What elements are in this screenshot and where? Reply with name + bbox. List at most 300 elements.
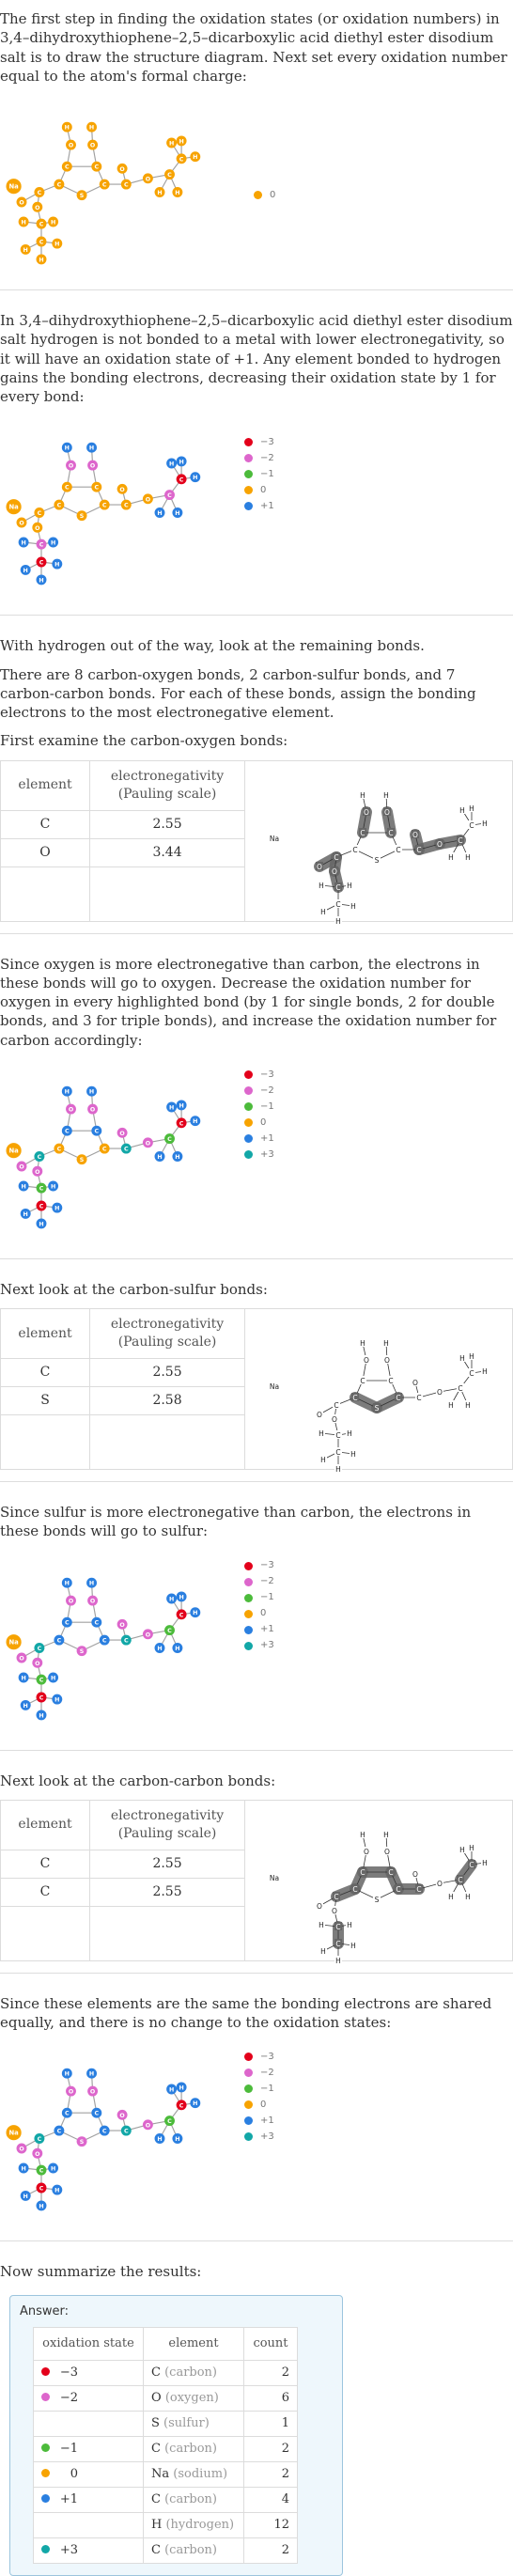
atom-label: O bbox=[19, 2147, 24, 2153]
atom-label: H bbox=[469, 1352, 474, 1361]
cell-oxidation-state bbox=[34, 2538, 144, 2564]
atom-label: C bbox=[167, 172, 172, 179]
atom-label: H bbox=[169, 2087, 174, 2094]
element-name: (hydrogen) bbox=[165, 2518, 234, 2532]
atom-label: H bbox=[193, 1610, 197, 1616]
legend-label: +3 bbox=[260, 2131, 274, 2144]
atom-label: H bbox=[335, 917, 341, 926]
atom-label: O bbox=[412, 1379, 418, 1387]
cell-oxidation-state bbox=[34, 2412, 144, 2437]
atom-label: C bbox=[65, 2111, 70, 2117]
atom-label: O bbox=[19, 1655, 24, 1662]
atom-label: H bbox=[169, 1104, 174, 1111]
atom-label: C bbox=[396, 1885, 400, 1894]
atom-label: C bbox=[167, 1136, 172, 1143]
atom-label: C bbox=[65, 1128, 70, 1134]
element-symbol: Na bbox=[151, 2467, 169, 2481]
atom-label: S bbox=[80, 193, 85, 199]
cell-oxidation-state bbox=[34, 2488, 144, 2513]
atom-label: H bbox=[23, 1702, 28, 1709]
state-dot-icon bbox=[41, 2393, 50, 2401]
legend-dot-icon bbox=[244, 1118, 253, 1127]
atom-label: H bbox=[360, 1831, 365, 1839]
legend-label: +1 bbox=[260, 1623, 274, 1636]
state-value: −1 bbox=[57, 2441, 78, 2458]
highlight-molecule bbox=[270, 1338, 489, 1474]
atom-label: H bbox=[335, 1957, 341, 1965]
legend-dot-icon bbox=[244, 2116, 253, 2125]
atom-label: H bbox=[157, 190, 162, 196]
atom-label: H bbox=[193, 154, 197, 161]
summary-table bbox=[33, 2327, 298, 2564]
state-value: +1 bbox=[57, 2491, 78, 2508]
cell-value: 2.55 bbox=[90, 810, 245, 838]
atom-label: C bbox=[102, 1146, 107, 1152]
atom-label: H bbox=[157, 2136, 162, 2143]
atom-label: O bbox=[384, 1848, 390, 1856]
atom-label: O bbox=[384, 1356, 390, 1365]
atom-label: H bbox=[169, 1596, 174, 1602]
atom-label: H bbox=[193, 1118, 197, 1125]
cell-oxidation-state bbox=[34, 2361, 144, 2386]
atom-label: C bbox=[334, 1893, 338, 1901]
atom-label: C bbox=[469, 1861, 474, 1869]
cell-element: O bbox=[1, 838, 90, 866]
legend-item bbox=[244, 1638, 274, 1654]
table-row bbox=[34, 2361, 298, 2386]
legend-item bbox=[244, 2065, 274, 2081]
atom-label: S bbox=[375, 1896, 380, 1904]
cell-blank bbox=[1, 1906, 90, 1960]
legend-item bbox=[244, 1147, 274, 1163]
atom-label: H bbox=[482, 1367, 488, 1376]
state-dot-icon bbox=[41, 2469, 50, 2477]
atom-label: C bbox=[335, 1923, 340, 1931]
atom-label: O bbox=[146, 1631, 151, 1638]
state-dot-icon bbox=[41, 2545, 50, 2553]
atom-label: C bbox=[57, 182, 62, 189]
legend-item bbox=[254, 187, 275, 203]
atom-label: C bbox=[335, 1940, 340, 1948]
atom-label: O bbox=[119, 166, 125, 173]
step-text: Since these elements are the same the bonding electrons are shared equally, and there is no change to the oxidation states: bbox=[0, 1994, 513, 2033]
highlight-svg bbox=[246, 1817, 511, 1939]
atom-label: H bbox=[319, 882, 324, 890]
legend-label: −3 bbox=[260, 1069, 274, 1082]
header-element: element bbox=[1, 760, 90, 810]
table-row bbox=[34, 2437, 298, 2462]
legend-dot-icon bbox=[244, 2100, 253, 2109]
atom-label: O bbox=[35, 525, 40, 532]
atom-label: C bbox=[94, 485, 99, 492]
atom-label: O bbox=[90, 463, 96, 470]
atom-label: H bbox=[469, 804, 474, 813]
legend-dot-icon bbox=[244, 502, 253, 510]
atom-label: O bbox=[35, 1169, 40, 1176]
legend-item bbox=[244, 1590, 274, 1606]
atom-label: O bbox=[90, 1598, 96, 1604]
atom-label: C bbox=[124, 182, 129, 189]
atom-label: H bbox=[89, 445, 94, 452]
atom-label: C bbox=[179, 2103, 184, 2110]
atom-label: H bbox=[39, 1221, 43, 1227]
atom-label: H bbox=[350, 1450, 356, 1459]
atom-label: C bbox=[102, 1637, 107, 1644]
atom-label: H bbox=[193, 2100, 197, 2107]
element-symbol: S bbox=[151, 2416, 160, 2430]
legend-item bbox=[244, 1067, 274, 1083]
atom-label: H bbox=[465, 1893, 471, 1901]
atom-label: C bbox=[352, 1885, 357, 1894]
header-element: element bbox=[1, 1800, 90, 1850]
legend-label: −2 bbox=[260, 2067, 274, 2080]
atom-label: H bbox=[54, 562, 59, 569]
atom-label: C bbox=[38, 1154, 42, 1161]
element-symbol: C bbox=[151, 2442, 161, 2456]
atom-label: O bbox=[90, 143, 96, 149]
header-electronegativity: electronegativity (Pauling scale) bbox=[90, 1800, 245, 1850]
highlight-molecule bbox=[270, 790, 489, 926]
atom-label: H bbox=[320, 1947, 326, 1956]
atom-label: C bbox=[94, 1128, 99, 1134]
atom-label: H bbox=[51, 1183, 55, 1190]
legend-label: −3 bbox=[260, 436, 274, 449]
atom-label: C bbox=[39, 542, 44, 549]
cell-oxidation-state bbox=[34, 2386, 144, 2412]
atom-label: H bbox=[347, 882, 352, 890]
atom-label: O bbox=[332, 1907, 337, 1915]
legend bbox=[254, 187, 275, 203]
atom-label: H bbox=[459, 1354, 465, 1363]
atom-label: Na bbox=[8, 504, 19, 511]
structure-diagram-final bbox=[0, 2041, 244, 2229]
legend-dot-icon bbox=[244, 1626, 253, 1634]
step-carbon-oxygen bbox=[0, 627, 513, 921]
highlight-diagram bbox=[244, 1309, 512, 1470]
atom-label: H bbox=[89, 2071, 94, 2078]
atom-label: C bbox=[94, 1619, 99, 1626]
cell-element bbox=[144, 2538, 244, 2564]
element-name: (carbon) bbox=[164, 2543, 217, 2557]
atom-label: H bbox=[448, 853, 454, 862]
atom-label: Na bbox=[270, 1874, 279, 1882]
cell-count: 2 bbox=[244, 2361, 298, 2386]
step-carbon-sulfur bbox=[0, 1271, 513, 1470]
header-electronegativity: electronegativity (Pauling scale) bbox=[90, 1309, 245, 1359]
atom-label: O bbox=[119, 1131, 125, 1137]
atom-label: O bbox=[146, 1140, 151, 1147]
legend-dot-icon bbox=[244, 1562, 253, 1570]
structure-diagram-formal-charge bbox=[0, 95, 254, 278]
atom-label: H bbox=[21, 1183, 25, 1190]
atom-label: C bbox=[124, 1146, 129, 1152]
element-name: (sulfur) bbox=[163, 2416, 210, 2430]
state-dot-icon bbox=[41, 2494, 50, 2503]
atom-label: O bbox=[412, 1870, 418, 1879]
legend-item bbox=[244, 2097, 274, 2113]
atom-label: C bbox=[388, 829, 393, 837]
highlight-molecule bbox=[270, 1830, 489, 1965]
atom-label: H bbox=[383, 1339, 389, 1348]
step-carbon-carbon bbox=[0, 1762, 513, 1961]
atom-label: H bbox=[482, 1859, 488, 1867]
legend-item bbox=[244, 1622, 274, 1638]
atom-label: C bbox=[38, 1646, 42, 1652]
header-element: element bbox=[144, 2328, 244, 2361]
atom-label: C bbox=[416, 1885, 421, 1894]
legend-item bbox=[244, 2113, 274, 2129]
legend-item bbox=[244, 450, 274, 466]
element-name: (carbon) bbox=[164, 2492, 217, 2506]
cell-value: 2.55 bbox=[90, 1359, 245, 1387]
legend-dot-icon bbox=[244, 2053, 253, 2061]
atom-label: C bbox=[124, 1637, 129, 1644]
atom-label: H bbox=[54, 242, 59, 248]
step-text: With hydrogen out of the way, look at the remaining bonds. bbox=[0, 636, 513, 655]
atom-label: H bbox=[179, 2085, 183, 2092]
cell-element bbox=[144, 2386, 244, 2412]
header-count: count bbox=[244, 2328, 298, 2361]
atom-label: C bbox=[65, 1619, 70, 1626]
legend-item bbox=[244, 1099, 274, 1115]
step-text: Now summarize the results: bbox=[0, 2262, 513, 2281]
legend-item bbox=[244, 498, 274, 514]
cell-element: C bbox=[1, 1878, 90, 1906]
legend-label: 0 bbox=[260, 1116, 266, 1130]
state-value: −2 bbox=[57, 2390, 78, 2407]
electronegativity-table bbox=[0, 1800, 513, 1961]
atom-label: O bbox=[90, 1106, 96, 1113]
legend-item bbox=[244, 2129, 274, 2145]
legend-label: 0 bbox=[260, 484, 266, 497]
atom-label: C bbox=[360, 1377, 365, 1385]
atom-label: H bbox=[319, 1921, 324, 1929]
legend-item bbox=[244, 1606, 274, 1622]
atom-label: H bbox=[169, 461, 174, 468]
atom-label: H bbox=[469, 1844, 474, 1852]
legend-dot-icon bbox=[244, 1070, 253, 1079]
atom-label: Na bbox=[8, 183, 19, 191]
atom-label: C bbox=[335, 1448, 340, 1457]
atom-label: H bbox=[360, 1339, 365, 1348]
atom-label: S bbox=[375, 856, 380, 865]
atom-label: C bbox=[167, 2118, 172, 2125]
atom-label: H bbox=[89, 125, 94, 132]
atom-label: O bbox=[69, 1598, 74, 1604]
atom-label: H bbox=[23, 2194, 28, 2200]
atom-label: H bbox=[193, 475, 197, 481]
atom-label: C bbox=[57, 503, 62, 509]
molecule bbox=[7, 443, 201, 585]
legend-label: −1 bbox=[260, 468, 274, 481]
atom-label: H bbox=[347, 1921, 352, 1929]
cell-element bbox=[144, 2513, 244, 2538]
atom-label: C bbox=[39, 1203, 44, 1210]
atom-label: C bbox=[57, 1146, 62, 1152]
cell-blank bbox=[1, 866, 90, 921]
legend-label: −1 bbox=[260, 1101, 274, 1114]
cell-element: S bbox=[1, 1387, 90, 1415]
legend-item bbox=[244, 2081, 274, 2097]
cell-element: C bbox=[1, 1359, 90, 1387]
step-text: The first step in finding the oxidation states (or oxidation numbers) in 3,4–dihydroxythiophene–2,5–dicarboxylic acid diethyl ester disodium salt is to draw the structure diagram. Next set every oxidation number equal to the atom's formal charge: bbox=[0, 9, 513, 86]
atom-label: H bbox=[482, 820, 488, 828]
atom-label: O bbox=[332, 867, 337, 876]
atom-label: C bbox=[57, 1637, 62, 1644]
state-value: +3 bbox=[57, 2542, 78, 2559]
state-value: 0 bbox=[57, 2466, 78, 2483]
atom-label: H bbox=[65, 125, 70, 132]
cell-count: 2 bbox=[244, 2437, 298, 2462]
atom-label: O bbox=[437, 1388, 443, 1397]
table-row bbox=[34, 2462, 298, 2488]
structure-diagram-oxygen bbox=[0, 1059, 244, 1247]
atom-label: H bbox=[21, 540, 25, 547]
atom-label: C bbox=[38, 190, 42, 196]
element-symbol: H bbox=[151, 2518, 162, 2532]
atom-label: H bbox=[179, 138, 183, 145]
legend-dot-icon bbox=[244, 2084, 253, 2093]
atom-label: C bbox=[38, 510, 42, 517]
step-text: Since oxygen is more electronegative than carbon, the electrons in these bonds will go to oxygen. Decrease the oxidation number for oxygen in every highlighted bond (by 1 for single bonds, 2 for double bonds, and 3 for triple bonds), and increase the oxidation number for carbon accordingly: bbox=[0, 955, 513, 1050]
atom-label: H bbox=[175, 2136, 179, 2143]
atom-label: H bbox=[175, 190, 179, 196]
cell-element: C bbox=[1, 1850, 90, 1878]
element-symbol: C bbox=[151, 2543, 161, 2557]
atom-label: C bbox=[469, 1369, 474, 1378]
atom-label: Na bbox=[270, 835, 279, 843]
cell-element: C bbox=[1, 810, 90, 838]
legend-dot-icon bbox=[244, 1578, 253, 1586]
atom-label: O bbox=[69, 2089, 74, 2096]
atom-label: H bbox=[169, 141, 174, 148]
cell-count: 2 bbox=[244, 2538, 298, 2564]
atom-label: O bbox=[364, 1848, 369, 1856]
atom-label: S bbox=[80, 1157, 85, 1163]
legend-label: 0 bbox=[260, 1607, 266, 1620]
atom-label: C bbox=[39, 2168, 44, 2175]
legend-label: +3 bbox=[260, 1148, 274, 1162]
legend-item bbox=[244, 1083, 274, 1099]
step-oxygen-result bbox=[0, 945, 513, 1247]
atom-label: H bbox=[89, 1088, 94, 1095]
atom-label: H bbox=[54, 1696, 59, 1703]
cell-count: 12 bbox=[244, 2513, 298, 2538]
atom-label: H bbox=[51, 1675, 55, 1681]
atom-label: H bbox=[383, 791, 389, 800]
atom-label: H bbox=[319, 1429, 324, 1438]
legend-dot-icon bbox=[244, 454, 253, 462]
atom-label: C bbox=[396, 1394, 400, 1402]
cell-value: 2.55 bbox=[90, 1850, 245, 1878]
cell-oxidation-state bbox=[34, 2437, 144, 2462]
table-row bbox=[34, 2488, 298, 2513]
element-name: (sodium) bbox=[173, 2467, 227, 2481]
cell-value: 2.58 bbox=[90, 1387, 245, 1415]
atom-label: C bbox=[39, 560, 44, 567]
atom-label: H bbox=[179, 460, 183, 466]
atom-label: O bbox=[317, 1902, 322, 1911]
atom-label: C bbox=[360, 1868, 365, 1877]
cell-element bbox=[144, 2462, 244, 2488]
atom-label: C bbox=[39, 1694, 44, 1701]
atom-label: H bbox=[350, 902, 356, 911]
step-text: Since sulfur is more electronegative than carbon, the electrons in these bonds will go to sulfur: bbox=[0, 1503, 513, 1541]
element-symbol: O bbox=[151, 2391, 162, 2405]
atom-label: S bbox=[80, 513, 85, 520]
table-row bbox=[34, 2513, 298, 2538]
atom-label: O bbox=[146, 497, 151, 504]
atom-label: C bbox=[352, 846, 357, 854]
highlight-svg bbox=[246, 777, 511, 899]
atom-label: O bbox=[19, 1163, 24, 1170]
atom-label: H bbox=[465, 1401, 471, 1410]
legend-dot-icon bbox=[254, 191, 262, 199]
atom-label: C bbox=[57, 2129, 62, 2135]
atom-label: C bbox=[416, 1394, 421, 1402]
cell-blank bbox=[90, 866, 245, 921]
element-name: (carbon) bbox=[164, 2365, 217, 2380]
legend-dot-icon bbox=[244, 1594, 253, 1602]
step-sulfur-result bbox=[0, 1493, 513, 1739]
atom-label: H bbox=[21, 2166, 25, 2173]
step-text: Next look at the carbon-sulfur bonds: bbox=[0, 1280, 513, 1299]
atom-label: H bbox=[459, 1846, 465, 1854]
cell-value: 2.55 bbox=[90, 1878, 245, 1906]
cell-blank bbox=[1, 1415, 90, 1470]
header-electronegativity: electronegativity (Pauling scale) bbox=[90, 760, 245, 810]
atom-label: C bbox=[334, 1401, 338, 1410]
atom-label: O bbox=[19, 521, 24, 527]
atom-label: H bbox=[157, 510, 162, 517]
atom-label: O bbox=[364, 1356, 369, 1365]
element-name: (oxygen) bbox=[165, 2391, 219, 2405]
structure-diagram-sulfur bbox=[0, 1551, 244, 1739]
atom-label: C bbox=[335, 900, 340, 909]
atom-label: C bbox=[65, 485, 70, 492]
atom-label: H bbox=[51, 540, 55, 547]
highlight-diagram bbox=[244, 1800, 512, 1960]
atom-label: H bbox=[157, 1646, 162, 1652]
atom-label: S bbox=[80, 2139, 85, 2146]
atom-label: O bbox=[317, 1411, 322, 1419]
header-oxidation-state: oxidation state bbox=[34, 2328, 144, 2361]
legend-label: +1 bbox=[260, 1132, 274, 1146]
atom-label: H bbox=[65, 1088, 70, 1095]
atom-label: C bbox=[39, 240, 44, 246]
atom-label: O bbox=[119, 2113, 125, 2119]
atom-label: H bbox=[39, 1712, 43, 1719]
atom-label: H bbox=[175, 1646, 179, 1652]
legend-label: −2 bbox=[260, 1085, 274, 1098]
cell-count: 6 bbox=[244, 2386, 298, 2412]
legend-item bbox=[244, 482, 274, 498]
atom-label: C bbox=[167, 1628, 172, 1634]
atom-label: O bbox=[35, 1660, 40, 1666]
legend bbox=[244, 1558, 274, 1654]
step-structure bbox=[0, 0, 513, 278]
atom-label: H bbox=[157, 1154, 162, 1161]
element-symbol: C bbox=[151, 2365, 161, 2380]
step-summary bbox=[0, 2253, 513, 2576]
atom-label: O bbox=[69, 1106, 74, 1113]
atom-label: O bbox=[69, 143, 74, 149]
atom-label: H bbox=[179, 1594, 183, 1600]
atom-label: O bbox=[412, 831, 418, 839]
atom-label: H bbox=[51, 220, 55, 226]
atom-label: C bbox=[179, 156, 184, 163]
state-dot-icon bbox=[41, 2367, 50, 2376]
